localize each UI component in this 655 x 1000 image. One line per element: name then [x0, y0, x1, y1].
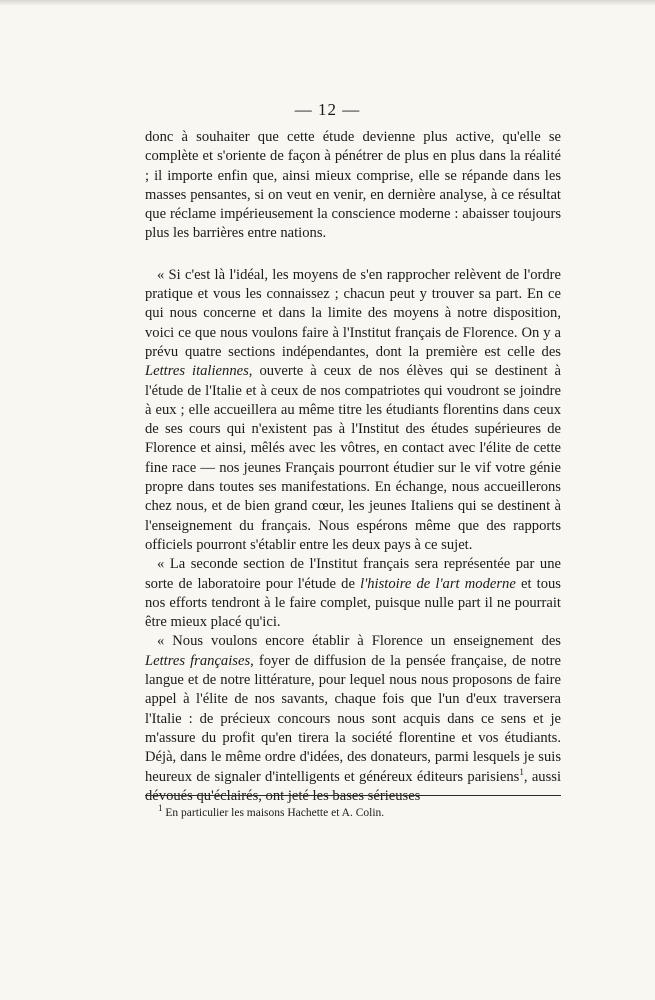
paragraph-4-text-c: , aussi dévoués qu'éclairés, ont jeté les bases sérieuses	[145, 768, 561, 804]
footnote-text: En particulier les maisons Hachette et A. Colin.	[165, 807, 385, 819]
paragraph-4-text-a: « Nous voulons encore établir à Florence un enseignement des	[157, 633, 561, 650]
paragraph-1	[145, 128, 561, 244]
paragraph-3-text-b: et tous nos efforts tendront à le faire complet, puisque nulle part il ne pourrait être mieux placé qu'ici.	[145, 575, 561, 631]
paragraph-3-italic: l'histoire de l'art moderne	[360, 575, 516, 592]
footnote-divider	[145, 795, 561, 796]
paragraph-3	[145, 555, 561, 632]
paragraph-1-text: donc à souhaiter que cette étude devienne plus active, qu'elle se complète et s'oriente de façon à pénétrer de plus en plus dans la réalité ; il importe enfin que, ainsi mieux comprise, elle se répande dans les masses pensantes, si on veut en venir, en dernière analyse, à ce résultat que réclame impérieusement la conscience moderne : abaisser toujours plus les barrières entre nations.	[145, 129, 561, 242]
paragraph-2-text-a: « Si c'est là l'idéal, les moyens de s'en rapprocher relèvent de l'ordre pratique et vous les connaissez ; chacun peut y trouver sa part. En ce qui nous concerne et dans la limite des moyens à notre disposition, voici ce que nous voulons faire à l'Institut français de Florence. On y a prévu quatre sections indépendantes, dont la première est celle des	[145, 266, 561, 360]
paragraph-3-text-a: « La seconde section de l'Institut français sera représentée par une sorte de laboratoire pour l'étude de	[145, 556, 561, 592]
paragraph-2-italic: Lettres italiennes	[145, 363, 249, 380]
paragraph-4	[145, 632, 561, 806]
page-number: — 12 —	[294, 100, 361, 119]
page-top-edge	[0, 0, 655, 6]
paragraph-4-italic: Lettres françaises	[145, 652, 251, 669]
footnote-marker: 1	[158, 803, 163, 814]
footnote	[158, 803, 558, 821]
paragraph-4-text-b: , foyer de diffusion de la pensée française, de notre langue et de notre littérature, pour lequel nous nous proposons de faire appel à l'élite de nos savants, chaque fois que l'un d'eux traversera l'Italie : de précieux concours nous sont acquis dans ce sens et je m'assure du profit qu'en tirera la société florentine et vos étudiants. Déjà, dans le même ordre d'idées, des donateurs, parmi lesquels je suis heureux de signaler d'intelligents et généreux éditeurs parisiens	[145, 652, 562, 785]
footnote-reference: 1	[519, 766, 524, 777]
body-text	[145, 128, 561, 806]
paragraph-2-text-b: , ouverte à ceux de nos élèves qui se destinent à l'étude de l'Italie et à ceux de nos compatriotes qui voudront se joindre à eux ; elle accueillera au même titre les étudiants florentins dans ceux de ses cours qui n'existent pas à l'Institut des études supérieures de Florence et ainsi, mêlés avec les vôtres, en contact avec l'élite de cette fine race — nos jeunes Français pourront étudier sur le vif votre génie propre dans toutes ses manifestations. En échange, nous accueillerons chez nous, et de bien grand cœur, les jeunes Italiens qui se destinent à l'enseignement du français. Nous espérons même que des rapports officiels pourront s'établir entre les deux pays à ce sujet.	[145, 363, 562, 553]
paragraph-2	[145, 266, 561, 555]
